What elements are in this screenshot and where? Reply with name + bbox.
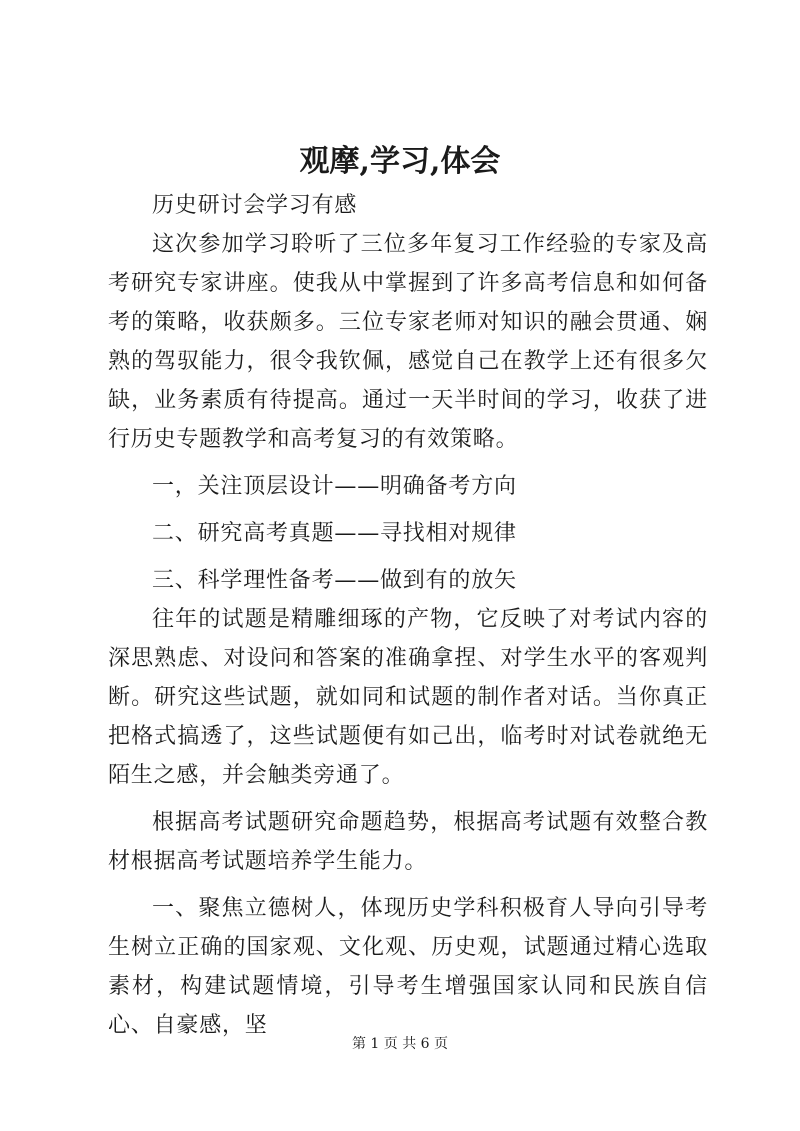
paragraph-moral-education: 一、聚焦立德树人，体现历史学科积极育人导向引导考生树立正确的国家观、文化观、历史观，试题通过精心选取素材，构建试题情境，引导考生增强国家认同和民族自信心、自豪感，坚 [108, 896, 708, 1038]
page-title: 观摩,学习,体会 [299, 144, 501, 179]
paragraph-subtitle: 历史研讨会学习有感 [152, 193, 358, 218]
paragraph-point-2: 二、研究高考真题——寻找相对规律 [152, 521, 517, 546]
page-footer: 第 1 页 共 6 页 [351, 1036, 449, 1052]
paragraph-point-1: 一，关注顶层设计——明确备考方向 [152, 474, 517, 499]
paragraph-point-3: 三、科学理性备考——做到有的放矢 [152, 568, 517, 593]
paragraph-trends: 根据高考试题研究命题趋势，根据高考试题有效整合教材根据高考试题培养学生能力。 [108, 810, 708, 874]
document-body [108, 186, 708, 1045]
paragraph-intro: 这次参加学习聆听了三位多年复习工作经验的专家及高考研究专家讲座。使我从中掌握到了许多高考信息和如何备考的策略，收获颇多。三位专家老师对知识的融会贯通、娴熟的驾驭能力，很令我钦佩，感觉自己在教学上还有很多欠缺，业务素质有待提高。通过一天半时间的学习，收获了进行历史专题教学和高考复习的有效策略。 [108, 232, 708, 452]
paragraph-past-exams: 往年的试题是精雕细琢的产物，它反映了对考试内容的深思熟虑、对设问和答案的准确拿捏、对学生水平的客观判断。研究这些试题，就如同和试题的制作者对话。当你真正把格式搞透了，这些试题便有如己出，临考时对试卷就绝无陌生之感，并会触类旁通了。 [108, 607, 708, 788]
